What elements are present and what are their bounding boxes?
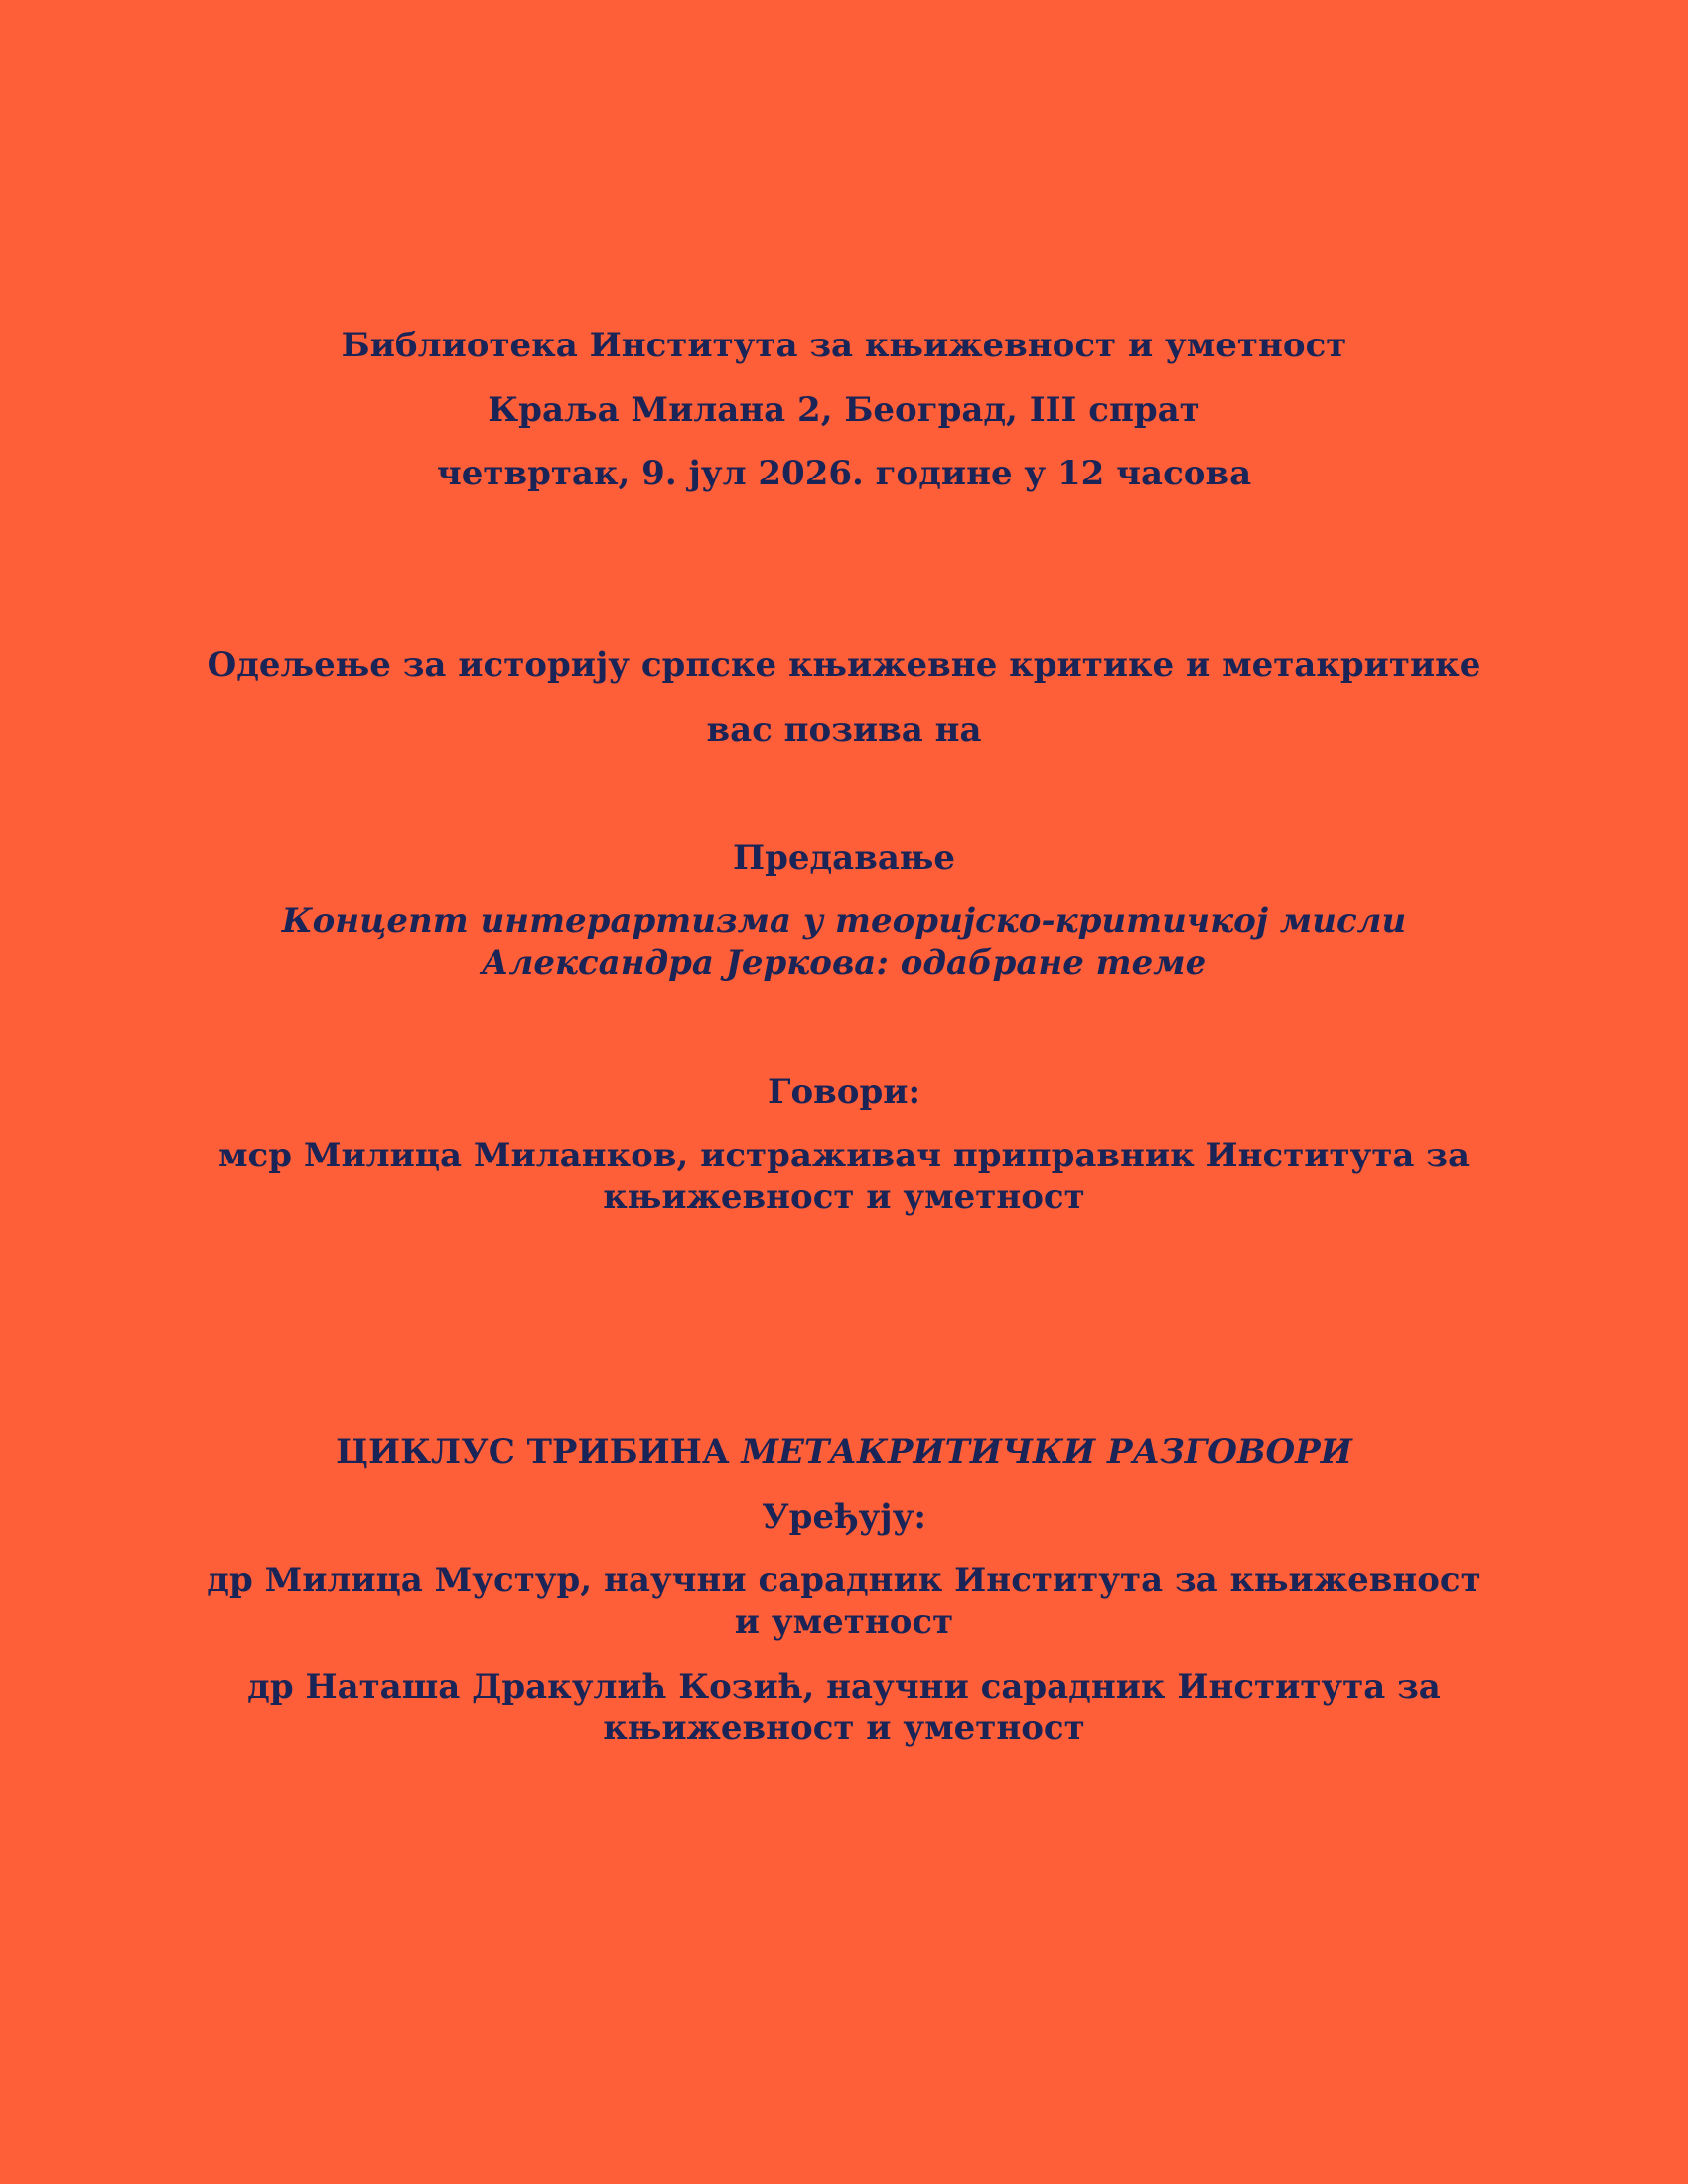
editors-label: Уређују: [762, 1497, 926, 1537]
speaker-name: мср Милица Миланков, истраживач приправник Института за књижевност и уметност [217, 1136, 1471, 1217]
editor-item: др Милица Мустур, научни сарадник Института за књижевност и уметност [207, 1561, 1481, 1642]
venue-location: Библиотека Института за књижевност и уметност [341, 326, 1347, 365]
series-name: МЕТАКРИТИЧКИ РАЗГОВОРИ [741, 1433, 1352, 1472]
lecture-title: Концепт интерартизма у теоријско-критичкој мисли Александра Јеркова: одабране теме [281, 901, 1407, 983]
host-department: Одељење за историју српске књижевне критике и метакритике [207, 645, 1481, 685]
event-datetime: четвртак, 9. јул 2026. године у 12 часова [436, 454, 1252, 493]
invites-text: вас позива на [706, 710, 982, 750]
series-prefix: ЦИКЛУС ТРИБИНА [336, 1433, 742, 1472]
venue-address: Краља Милана 2, Београд, III спрат [488, 390, 1200, 430]
series-title [199, 1432, 1489, 1473]
editor-item: др Наташа Дракулић Козић, научни сарадник Института за књижевност и уметност [247, 1667, 1441, 1748]
lecture-label: Предавање [733, 838, 955, 878]
speaker-label: Говори: [768, 1072, 920, 1112]
